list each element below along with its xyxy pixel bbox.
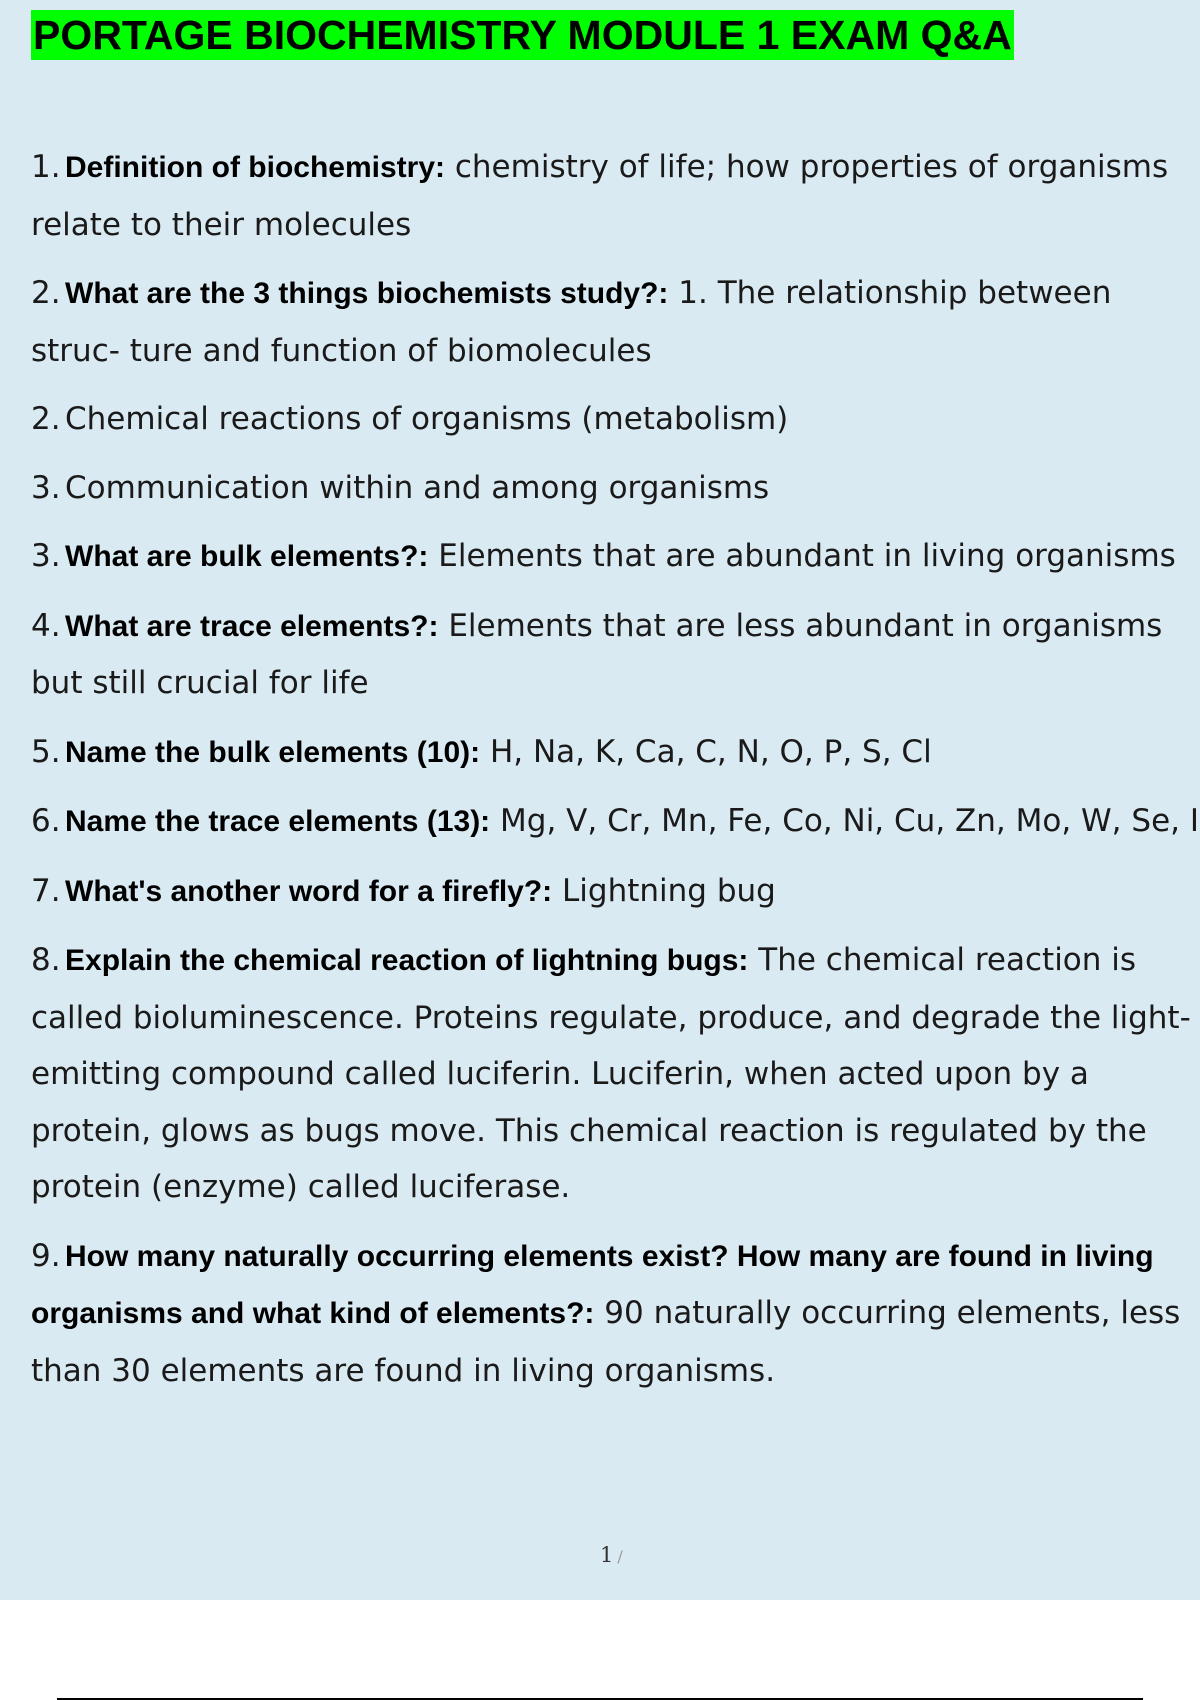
item-number: 5. bbox=[31, 733, 61, 770]
question-text: Name the trace elements (13): bbox=[65, 805, 491, 838]
qa-item-9 bbox=[31, 1228, 1200, 1400]
qa-item-8 bbox=[31, 932, 1200, 1216]
item-number: 8. bbox=[31, 942, 61, 978]
answer-text: The chemical reaction is called bioluminescence. Proteins regulate, produce, and degrade the light-emitting compound called luciferin. Luciferin, when acted upon by a protein, glows as bugs move. This chemical reaction is regulated by the protein (enzyme) called luciferase. bbox=[31, 942, 1191, 1205]
qa-item-4 bbox=[31, 598, 1200, 712]
qa-item-3-sub bbox=[31, 460, 1200, 517]
question-text: What are trace elements?: bbox=[65, 609, 439, 643]
answer-text: Chemical reactions of organisms (metabolism) bbox=[65, 401, 789, 437]
item-number: 3. bbox=[31, 538, 61, 574]
qa-item-7 bbox=[31, 863, 1200, 921]
answer-text: Lightning bug bbox=[552, 872, 776, 909]
page-number-value: 1 bbox=[600, 1543, 614, 1567]
question-text: What are bulk elements?: bbox=[65, 540, 429, 573]
question-text: Name the bulk elements (10): bbox=[65, 735, 481, 769]
item-number: 2. bbox=[31, 401, 61, 437]
qa-item-2-sub bbox=[31, 391, 1200, 448]
page-number bbox=[600, 1540, 623, 1572]
document-title: PORTAGE BIOCHEMISTRY MODULE 1 EXAM Q&A bbox=[33, 12, 1012, 58]
qa-item-5 bbox=[31, 724, 1200, 782]
qa-item-1 bbox=[31, 139, 1200, 253]
answer-text: 90 naturally occurring elements, less than 30 elements are found in living organisms. bbox=[31, 1295, 1181, 1389]
item-number: 1. bbox=[31, 149, 61, 185]
qa-item-2 bbox=[31, 265, 1200, 379]
item-number: 4. bbox=[31, 607, 61, 644]
question-text: Explain the chemical reaction of lightning bugs: bbox=[65, 944, 749, 977]
item-number: 2. bbox=[31, 275, 61, 311]
question-text: How many naturally occurring elements exist? How many are found in living organisms and what kind of elements?: bbox=[31, 1239, 1154, 1330]
page-number-separator: / bbox=[617, 1547, 623, 1566]
item-number: 9. bbox=[31, 1237, 61, 1274]
question-text: Definition of biochemistry: bbox=[65, 151, 446, 184]
answer-text: Mg, V, Cr, Mn, Fe, Co, Ni, Cu, Zn, Mo, W, Se, I bbox=[490, 803, 1199, 839]
answer-text: chemistry of life; how properties of organisms relate to their molecules bbox=[31, 149, 1169, 243]
answer-text: Elements that are abundant in living organisms bbox=[428, 538, 1176, 574]
item-number: 6. bbox=[31, 803, 61, 839]
item-number: 7. bbox=[31, 872, 61, 909]
question-text: What's another word for a firefly?: bbox=[65, 874, 553, 908]
answer-text: 1. The relationship between struc- ture and function of biomolecules bbox=[31, 275, 1112, 369]
answer-text: Communication within and among organisms bbox=[65, 469, 770, 506]
qa-item-3 bbox=[31, 528, 1200, 586]
qa-list bbox=[31, 139, 1200, 1411]
item-number: 3. bbox=[31, 469, 61, 506]
answer-text: Elements that are less abundant in organisms but still crucial for life bbox=[31, 607, 1163, 701]
qa-item-6 bbox=[31, 793, 1200, 851]
question-text: What are the 3 things biochemists study?: bbox=[65, 277, 669, 310]
answer-text: H, Na, K, Ca, C, N, O, P, S, Cl bbox=[480, 733, 932, 770]
